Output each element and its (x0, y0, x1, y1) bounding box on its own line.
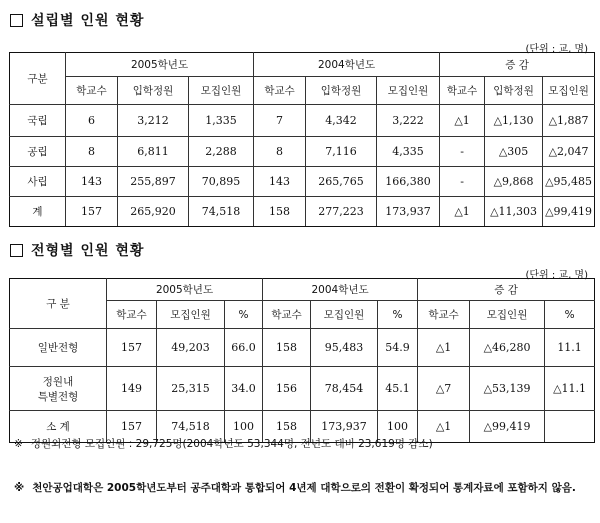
group-header: 구분 (10, 53, 66, 105)
table-cell: 156 (263, 367, 311, 411)
table-cell: △1 (418, 411, 470, 443)
checkbox-icon (10, 244, 23, 257)
table-row (10, 137, 595, 167)
table-cell: 25,315 (157, 367, 225, 411)
table-cell: 158 (263, 329, 311, 367)
column-header: 모집인원 (377, 77, 440, 105)
column-header: 입학정원 (118, 77, 189, 105)
table-cell: △9,868 (485, 167, 543, 197)
section1-unit: (단위 : 교, 명) (525, 44, 588, 55)
column-header: 입학정원 (485, 77, 543, 105)
table-cell: 277,223 (306, 197, 377, 227)
table-cell: - (440, 167, 485, 197)
table-cell: 143 (66, 167, 118, 197)
row-label-line: 특별전형 (37, 390, 79, 403)
column-header: 학교수 (254, 77, 306, 105)
table-cell: 2,288 (189, 137, 254, 167)
column-header: 모집인원 (543, 77, 595, 105)
year-header: 2005학년도 (66, 53, 254, 77)
table-cell: △53,139 (470, 367, 545, 411)
table-cell: 265,920 (118, 197, 189, 227)
table-cell: 6,811 (118, 137, 189, 167)
table-cell: 157 (107, 329, 157, 367)
year-header: 2004학년도 (254, 53, 440, 77)
table-cell: 143 (254, 167, 306, 197)
section2-unit: (단위 : 교, 명) (525, 270, 588, 281)
table-cell: 265,765 (306, 167, 377, 197)
section1-title (10, 10, 144, 30)
column-header: 입학정원 (306, 77, 377, 105)
table-cell: △305 (485, 137, 543, 167)
table-cell: 166,380 (377, 167, 440, 197)
table-cell: 157 (66, 197, 118, 227)
table-cell: 7 (254, 105, 306, 137)
table-cell: △99,419 (543, 197, 595, 227)
row-label (10, 367, 107, 411)
column-header: 학교수 (440, 77, 485, 105)
table-cell: △1,887 (543, 105, 595, 137)
table-cell: △1 (418, 329, 470, 367)
note-mark: ※ (14, 482, 25, 494)
row-label: 국립 (10, 105, 66, 137)
table-cell: 74,518 (157, 411, 225, 443)
table-cell: △1 (440, 197, 485, 227)
table-row (10, 367, 595, 411)
row-label-line: 일반전형 (37, 342, 79, 354)
note-text: 정원외전형 모집인원 : 29,725명(2004학년도 53,344명, 전년도 대비 23,619명 감소) (30, 438, 433, 450)
table-cell: 74,518 (189, 197, 254, 227)
table-cell: 6 (66, 105, 118, 137)
table-row (10, 105, 595, 137)
note-text: 천안공업대학은 2005학년도부터 공주대학과 통합되어 4년제 대학으로의 전환이 확정되어 통계자료에 포함하지 않음. (32, 482, 576, 494)
section2-title (10, 240, 144, 260)
table-row (10, 197, 595, 227)
table-cell: 157 (107, 411, 157, 443)
table-row (10, 329, 595, 367)
table-cell: 11.1 (545, 329, 595, 367)
column-header: 모집인원 (311, 301, 378, 329)
table-cell: 8 (254, 137, 306, 167)
table-cell: 1,335 (189, 105, 254, 137)
column-header: 학교수 (66, 77, 118, 105)
table-cell: 255,897 (118, 167, 189, 197)
note-mark: ※ (14, 438, 23, 450)
column-header: % (225, 301, 263, 329)
row-label: 계 (10, 197, 66, 227)
year-header: 2004학년도 (263, 279, 418, 301)
table-cell: △11,303 (485, 197, 543, 227)
table-cell: 7,116 (306, 137, 377, 167)
table-cell: 4,335 (377, 137, 440, 167)
column-header: 모집인원 (157, 301, 225, 329)
column-header: 모집인원 (189, 77, 254, 105)
table-cell: 100 (225, 411, 263, 443)
section2-title-text: 전형별 인원 현황 (31, 243, 145, 259)
section1-title-text: 설립별 인원 현황 (31, 13, 145, 29)
column-header: 모집인원 (470, 301, 545, 329)
table-cell: 95,483 (311, 329, 378, 367)
year-header: 2005학년도 (107, 279, 263, 301)
note-exclusion (14, 481, 584, 495)
change-header: 증 감 (418, 279, 595, 301)
table-cell: - (440, 137, 485, 167)
column-header: 학교수 (418, 301, 470, 329)
table-cell: 3,212 (118, 105, 189, 137)
change-header: 증 감 (440, 53, 595, 77)
table-cell: 173,937 (311, 411, 378, 443)
table-cell: 66.0 (225, 329, 263, 367)
table-cell (545, 411, 595, 443)
table-cell: 54.9 (378, 329, 418, 367)
table-cell: △2,047 (543, 137, 595, 167)
admission-type-table (9, 278, 595, 443)
table-cell: △46,280 (470, 329, 545, 367)
column-header: % (378, 301, 418, 329)
row-label: 사립 (10, 167, 66, 197)
column-header: 학교수 (107, 301, 157, 329)
row-label (10, 329, 107, 367)
table-cell: 70,895 (189, 167, 254, 197)
table-cell: 100 (378, 411, 418, 443)
table-cell: △11.1 (545, 367, 595, 411)
table-cell: 158 (254, 197, 306, 227)
table-cell: 78,454 (311, 367, 378, 411)
row-label: 공립 (10, 137, 66, 167)
table-cell: 3,222 (377, 105, 440, 137)
table-cell: △95,485 (543, 167, 595, 197)
table-cell: △1 (440, 105, 485, 137)
note-outside-quota (14, 436, 433, 451)
group-header: 구 분 (10, 279, 107, 329)
row-label-line: 소 계 (46, 421, 70, 433)
establishment-table (9, 52, 595, 227)
column-header: % (545, 301, 595, 329)
table-cell: 34.0 (225, 367, 263, 411)
row-label-line: 정원내 (42, 375, 74, 388)
table-cell: 149 (107, 367, 157, 411)
table-cell: 4,342 (306, 105, 377, 137)
column-header: 학교수 (263, 301, 311, 329)
table-cell: 8 (66, 137, 118, 167)
table-cell: △99,419 (470, 411, 545, 443)
table-cell: 158 (263, 411, 311, 443)
table-cell: 173,937 (377, 197, 440, 227)
table-cell: △7 (418, 367, 470, 411)
table-cell: △1,130 (485, 105, 543, 137)
checkbox-icon (10, 14, 23, 27)
table-cell: 49,203 (157, 329, 225, 367)
table-row (10, 167, 595, 197)
table-cell: 45.1 (378, 367, 418, 411)
